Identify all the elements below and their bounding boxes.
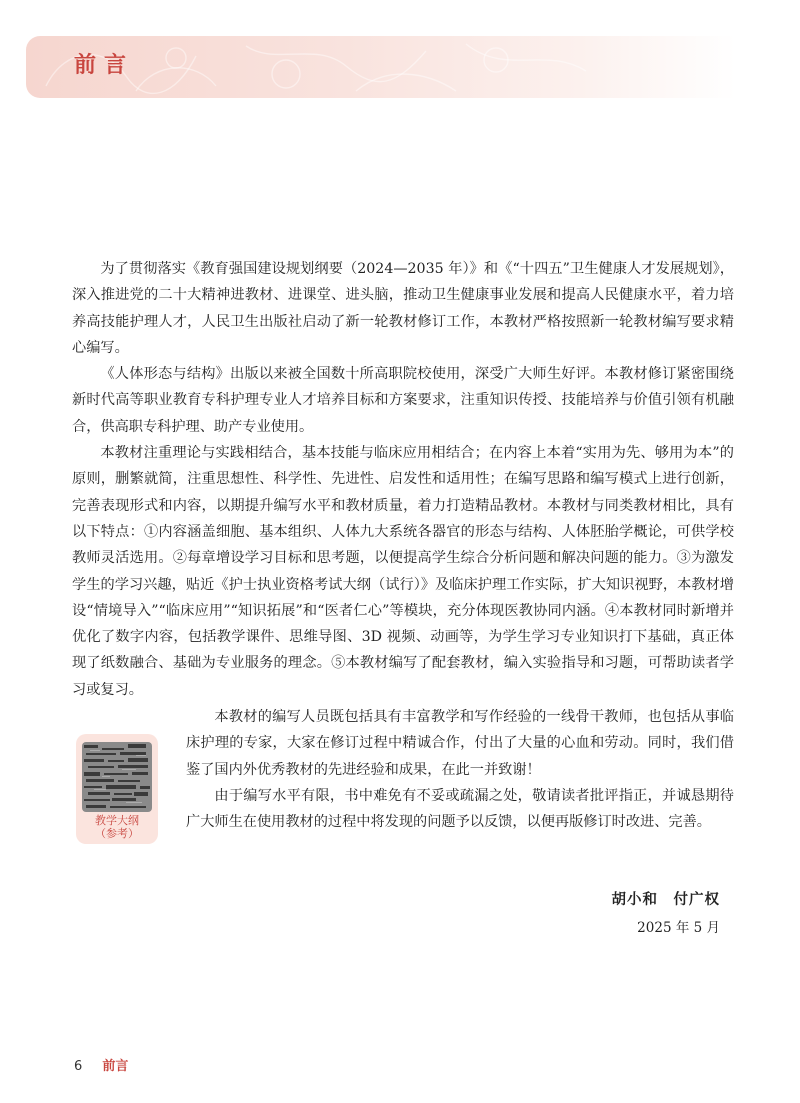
footer-section-title: 前言 <box>102 1059 129 1074</box>
qr-code-image <box>82 742 152 812</box>
qr-code-icon[interactable] <box>82 742 152 812</box>
syllabus-qr-card[interactable] <box>76 734 158 844</box>
paragraph: 《人体形态与结构》出版以来被全国数十所高职院校使用，深受广大师生好评。本教材修订紧密围绕新时代高等职业教育专科护理专业人才培养目标和方案要求，注重知识传授、技能培养与价值引领有机融合，供高职专科护理、助产专业使用。 <box>72 366 734 435</box>
qr-label-subtitle: （参考） <box>95 827 139 840</box>
paragraph: 本教材的编写人员既包括具有丰富教学和写作经验的一线骨干教师，也包括从事临床护理的专家，大家在修订过程中精诚合作，付出了大量的心血和劳动。同时，我们借鉴了国内外优秀教材的先进经验和成果，在此一并致谢！ <box>186 709 734 778</box>
signature-date: 2025 年 5 月 <box>637 920 720 936</box>
qr-label-title: 教学大纲 <box>95 814 139 827</box>
body-text <box>72 256 734 703</box>
page-number: 6 <box>74 1059 83 1074</box>
qr-label <box>76 814 158 840</box>
paragraph: 由于编写水平有限，书中难免有不妥或疏漏之处，敬请读者批评指正，并诚恳期待广大师生在使用教材的过程中将发现的问题予以反馈，以便再版修订时改进、完善。 <box>186 787 734 831</box>
acknowledgement-text <box>186 704 734 835</box>
paragraph: 为了贯彻落实《教育强国建设规划纲要（2024—2035 年）》和《“十四五”卫生健康人才发展规划》，深入推进党的二十大精神进教材、进课堂、进头脑，推动卫生健康事业发展和提高人民健康水平，着力培养高技能护理人才，人民卫生出版社启动了新一轮教材修订工作，本教材严格按照新一轮教材编写要求精心编写。 <box>72 261 734 356</box>
paragraph: 本教材注重理论与实践相结合，基本技能与临床应用相结合；在内容上本着“实用为先、够用为本”的原则，删繁就简，注重思想性、科学性、先进性、启发性和适用性；在编写思路和编写模式上进行创新，完善表现形式和内容，以期提升编写水平和教材质量，着力打造精品教材。本教材与同类教材相比，具有以下特点：①内容涵盖细胞、基本组织、人体九大系统各器官的形态与结构、人体胚胎学概论，可供学校教师灵活选用。②每章增设学习目标和思考题，以便提高学生综合分析问题和解决问题的能力。③为激发学生的学习兴趣，贴近《护士执业资格考试大纲（试行）》及临床护理工作实际，扩大知识视野，本教材增设“情境导入”“临床应用”“知识拓展”和“医者仁心”等模块，充分体现医教协同内涵。④本教材同时新增并优化了数字内容，包括教学课件、思维导图、3D 视频、动画等，为学生学习专业知识打下基础，真正体现了纸数融合、基础为专业服务的理念。⑤本教材编写了配套教材，编入实验指导和习题，可帮助读者学习或复习。 <box>72 445 734 698</box>
page-title: 前言 <box>74 53 135 78</box>
author-signature: 胡小和 付广权 <box>611 891 720 908</box>
page-footer <box>74 1055 128 1074</box>
